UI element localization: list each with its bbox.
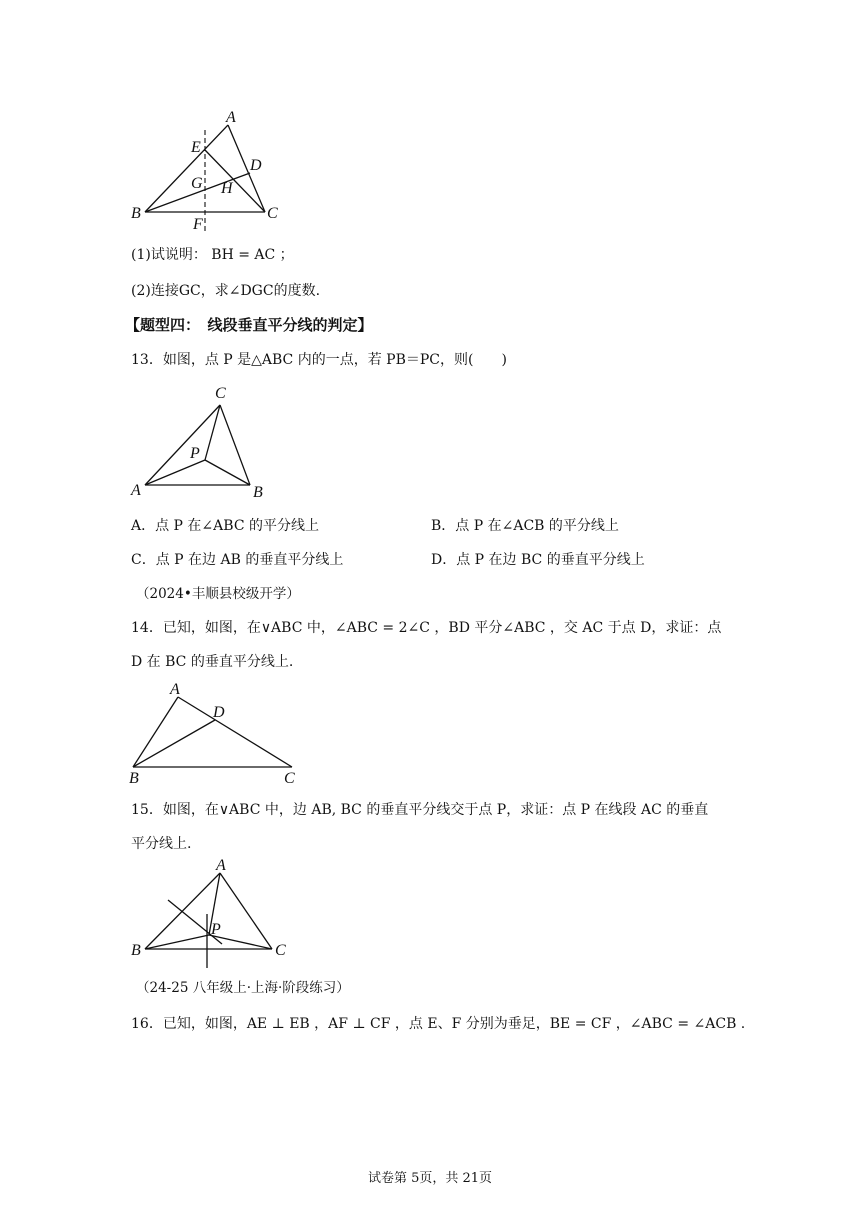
- label-p: P: [190, 445, 200, 462]
- segment-pb: [205, 460, 250, 485]
- option-d: D．点 P 在边 BC 的垂直平分线上: [431, 552, 645, 568]
- q16-line1: 16．已知，如图，AE ⊥ EB ，AF ⊥ CF ，点 E、F 分别为垂足，BE = CF ，∠ABC = ∠ACB .: [131, 1016, 746, 1032]
- label-d: D: [250, 157, 262, 174]
- label-h: H: [221, 180, 233, 197]
- q12-part1: (1)试说明： BH = AC ；: [131, 247, 294, 263]
- q15-line2: 平分线上.: [131, 836, 192, 852]
- q15-line1: 15．如图，在∨ABC 中，边 AB, BC 的垂直平分线交于点 P，求证：点 P 在线段 AC 的垂直: [131, 802, 709, 818]
- segment-bc: [220, 405, 250, 485]
- label-b: B: [253, 484, 263, 501]
- label-a: A: [216, 857, 226, 874]
- segment-ac: [220, 873, 272, 949]
- label-b: B: [131, 205, 141, 222]
- segment-bd: [133, 720, 215, 767]
- label-e: E: [191, 139, 201, 156]
- segment-pa: [145, 460, 205, 485]
- q16-source: （24-25 八年级上·上海·阶段练习）: [136, 980, 350, 996]
- label-a: A: [131, 482, 141, 499]
- section-heading: 【题型四： 线段垂直平分线的判定】: [125, 316, 373, 334]
- figure-q14: [125, 678, 305, 788]
- label-b: B: [131, 942, 141, 959]
- option-b: B．点 P 在∠ACB 的平分线上: [431, 518, 619, 534]
- segment-ab: [145, 125, 228, 212]
- label-c: C: [275, 942, 286, 959]
- figure-q12: [120, 105, 290, 235]
- q14-line2: D 在 BC 的垂直平分线上.: [131, 654, 294, 670]
- label-g: G: [191, 175, 203, 192]
- label-c: C: [267, 205, 278, 222]
- segment-pb: [145, 935, 209, 949]
- option-c: C．点 P 在边 AB 的垂直平分线上: [131, 552, 344, 568]
- label-d: D: [213, 704, 225, 721]
- option-a: A．点 P 在∠ABC 的平分线上: [131, 518, 319, 534]
- page-footer: 试卷第 5页，共 21页: [367, 1171, 493, 1186]
- label-f: F: [193, 216, 203, 233]
- q12-part2: (2)连接GC，求∠DGC的度数.: [131, 283, 321, 299]
- figure-q13: [125, 380, 275, 502]
- label-b: B: [129, 770, 139, 787]
- segment-ab: [133, 697, 178, 767]
- q14-source: （2024•丰顺县校级开学）: [136, 586, 300, 602]
- figure-q15: [125, 855, 295, 970]
- label-a: A: [170, 681, 180, 698]
- label-c: C: [215, 385, 226, 402]
- label-c: C: [284, 770, 295, 787]
- q13-stem: 13．如图，点 P 是△ABC 内的一点，若 PB＝PC，则( ): [131, 352, 507, 368]
- label-p: P: [211, 921, 221, 938]
- label-a: A: [226, 109, 236, 126]
- q14-line1: 14．已知，如图，在∨ABC 中，∠ABC = 2∠C ，BD 平分∠ABC ，交 AC 于点 D，求证：点: [131, 620, 722, 636]
